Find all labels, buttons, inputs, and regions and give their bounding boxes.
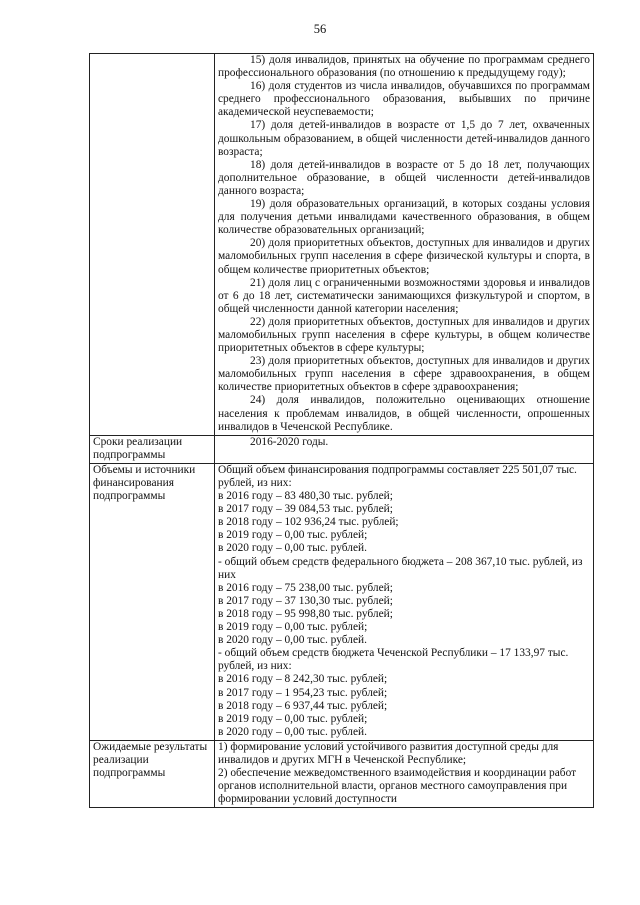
subprogram-passport-table — [89, 53, 594, 808]
funding-line: в 2018 году – 6 937,44 тыс. рублей; — [218, 699, 388, 712]
funding-line: в 2019 году – 0,00 тыс. рублей; — [218, 529, 368, 542]
funding-line: в 2016 году – 8 242,30 тыс. рублей; — [218, 673, 388, 686]
row-content — [215, 54, 594, 436]
page-number: 56 — [313, 22, 327, 36]
indicator-item: 24) доля инвалидов, положительно оценивающих отношение населения к проблемам инвалидов, в общей численности, опрошенных инвалидов в Чеченской Республике. — [218, 394, 590, 433]
funding-line: Общий объем финансирования подпрограммы составляет 225 501,07 тыс. рублей, из них: — [218, 463, 577, 489]
funding-line: в 2016 году – 83 480,30 тыс. рублей; — [218, 490, 393, 503]
funding-line: в 2019 году – 0,00 тыс. рублей; — [218, 712, 368, 725]
table-row-funding — [90, 463, 594, 740]
funding-line: в 2019 году – 0,00 тыс. рублей; — [218, 621, 368, 634]
funding-line: в 2020 году – 0,00 тыс. рублей. — [218, 634, 367, 647]
row-label — [90, 54, 215, 436]
indicator-item: 22) доля приоритетных объектов, доступных для инвалидов и других маломобильных групп населения в сфере культуры, в общем количестве приоритетных объектов в сфере культуры; — [218, 315, 590, 355]
indicator-item: 16) доля студентов из числа инвалидов, обучавшихся по программам среднего профессионального образования, выбывших по причине академической неуспеваемости; — [218, 80, 590, 119]
funding-line: в 2017 году – 1 954,23 тыс. рублей; — [218, 686, 388, 699]
table-row-expected-results — [90, 740, 594, 807]
funding-line: - общий объем средств федерального бюджета – 208 367,10 тыс. рублей, из них — [218, 555, 583, 581]
funding-line: в 2020 году – 0,00 тыс. рублей. — [218, 725, 367, 738]
indicator-item: 23) доля приоритетных объектов, доступных для инвалидов и других маломобильных групп населения в сфере здравоохранения, в общем количестве приоритетных объектов в сфере здравоохранения; — [218, 355, 590, 394]
result-item: 2) обеспечение межведомственного взаимодействия и координации работ органов исполнительной власти, органов местного самоуправления при формировании условий доступности — [218, 767, 577, 806]
funding-line: в 2018 году – 95 998,80 тыс. рублей; — [218, 607, 393, 620]
funding-line: в 2017 году – 37 130,30 тыс. рублей; — [218, 594, 393, 607]
result-item: 1) формирование условий устойчивого развития доступной среды для инвалидов и других МГН в Чеченской Республике; — [218, 740, 559, 766]
indicator-item: 15) доля инвалидов, принятых на обучение по программам среднего профессионального образования (по отношению к предыдущему году); — [218, 54, 590, 80]
indicator-item: 20) доля приоритетных объектов, доступных для инвалидов и других маломобильных групп населения в сфере физической культуры и спорта, в общем количестве приоритетных объектов; — [218, 237, 590, 276]
row-label: Ожидаемые результаты реализации подпрограммы — [90, 740, 215, 807]
funding-line: в 2018 году – 102 936,24 тыс. рублей; — [218, 516, 399, 529]
row-content — [215, 435, 594, 463]
row-content — [215, 740, 594, 807]
row-label: Сроки реализации подпрограммы — [90, 435, 215, 463]
row-content — [215, 463, 594, 740]
row-label: Объемы и источники финансирования подпрограммы — [90, 463, 215, 740]
indicator-item: 17) доля детей-инвалидов в возрасте от 1,5 до 7 лет, охваченных дошкольным образованием, в общей численности детей-инвалидов данного возраста; — [218, 119, 590, 158]
table-row-timeline — [90, 435, 594, 463]
table-row-indicators — [90, 54, 594, 436]
indicator-item: 19) доля образовательных организаций, в которых созданы условия для получения детьми инвалидами качественного образования, в общем количестве образовательных организаций; — [218, 198, 590, 237]
timeline-text: 2016-2020 годы. — [250, 435, 329, 448]
funding-line: в 2017 году – 39 084,53 тыс. рублей; — [218, 503, 393, 516]
funding-line: в 2020 году – 0,00 тыс. рублей. — [218, 542, 367, 555]
indicator-item: 18) доля детей-инвалидов в возрасте от 5 до 18 лет, получающих дополнительное образование, в общей численности детей-инвалидов данного возраста; — [218, 158, 590, 197]
funding-line: - общий объем средств бюджета Чеченской Республики – 17 133,97 тыс. рублей, из них: — [218, 647, 569, 673]
funding-line: в 2016 году – 75 238,00 тыс. рублей; — [218, 581, 393, 594]
indicator-item: 21) доля лиц с ограниченными возможностями здоровья и инвалидов от 6 до 18 лет, систематически занимающихся физкультурой и спортом, в общей численности данной категории населения; — [218, 276, 590, 315]
